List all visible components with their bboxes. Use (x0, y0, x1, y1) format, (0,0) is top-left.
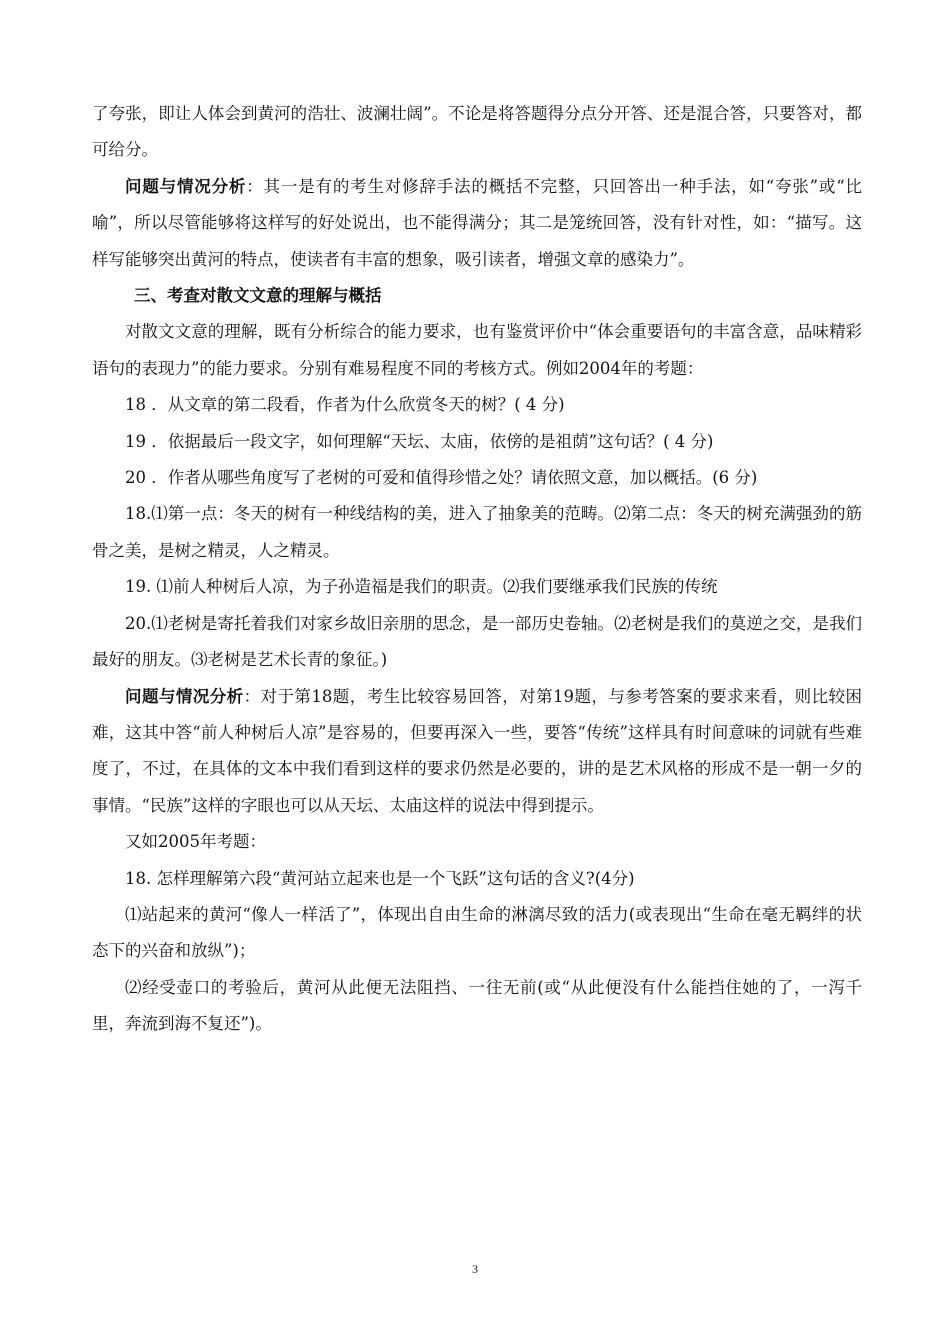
page-number: 3 (472, 1262, 478, 1276)
paragraph-continuation: 了夸张，即让人体会到黄河的浩壮、波澜壮阔”。不论是将答题得分点分开答、还是混合答，只要答对，都可给分。 (92, 104, 862, 160)
analysis-text-2: ：对于第18题，考生比较容易回答，对第19题，与参考答案的要求来看，则比较困难，这其中答“前人种树后人凉”是容易的，但要再深入一些，要答“传统”这样具有时间意味的词就有些难度了，不过，在具体的文本中我们看到这样的要求仍然是必要的，讲的是艺术风格的形成不是一朝一夕的事情。“民族”这样的字眼也可以从天坛、太庙这样的说法中得到提示。 (92, 686, 863, 815)
paragraph-2005-intro: 又如2005年考题： (125, 832, 266, 852)
question-19: 19 ．依据最后一段文字，如何理解“天坛、太庙，依傍的是祖荫”这句话？( 4 分) (125, 431, 714, 451)
answer-19: 19. ⑴前人种树后人凉，为子孙造福是我们的职责。⑵我们要继承我们民族的传统 (125, 577, 718, 597)
section-heading: 三、考查对散文文意的理解与概括 (134, 286, 382, 306)
document-body (92, 96, 862, 1043)
question-18: 18 ．从文章的第二段看，作者为什么欣赏冬天的树？( 4 分) (125, 395, 565, 415)
question-20: 20 ．作者从哪些角度写了老树的可爱和值得珍惜之处？请依照文意，加以概括。(6 分) (125, 468, 758, 488)
answer-2005-2: ⑵经受壶口的考验后，黄河从此便无法阻挡、一往无前(或“从此便没有什么能挡住她的了，一泻千里，奔流到海不复还”)。 (92, 977, 862, 1034)
answer-2005-1: ⑴站起来的黄河“像人一样活了”，体现出自由生命的淋漓尽致的活力(或表现出“生命在毫无羁绊的状态下的兴奋和放纵”)； (92, 904, 862, 961)
paragraph-analysis-1 (92, 169, 862, 278)
paragraph-analysis-2 (92, 679, 862, 825)
paragraph-intro: 对散文文意的理解，既有分析综合的能力要求，也有鉴赏评价中“体会重要语句的丰富含意，品味精彩语句的表现力”的能力要求。分别有难易程度不同的考核方式。例如2004年的考题： (92, 322, 862, 378)
analysis-lead-2: 问题与情况分析 (125, 686, 244, 706)
answer-20: 20.⑴老树是寄托着我们对家乡故旧亲朋的思念，是一部历史卷轴。⑵老树是我们的莫逆之交，是我们最好的朋友。⑶老树是艺术长青的象征。) (92, 613, 862, 670)
analysis-lead-1: 问题与情况分析 (125, 176, 247, 196)
question-2005-18: 18. 怎样理解第六段“黄河站立起来也是一个飞跃”这句话的含义?(4分) (125, 868, 635, 888)
analysis-text-1: ：其一是有的考生对修辞手法的概括不完整，只回答出一种手法，如“夸张”或“比喻”，所以尽管能够将这样写的好处说出，也不能得满分；其二是笼统回答，没有针对性，如：“描写。这样写能够突出黄河的特点，使读者有丰富的想象，吸引读者，增强文章的感染力”。 (92, 176, 862, 269)
answer-18: 18.⑴第一点：冬天的树有一种线结构的美，进入了抽象美的范畴。⑵第二点：冬天的树充满强劲的筋骨之美，是树之精灵，人之精灵。 (92, 504, 862, 560)
